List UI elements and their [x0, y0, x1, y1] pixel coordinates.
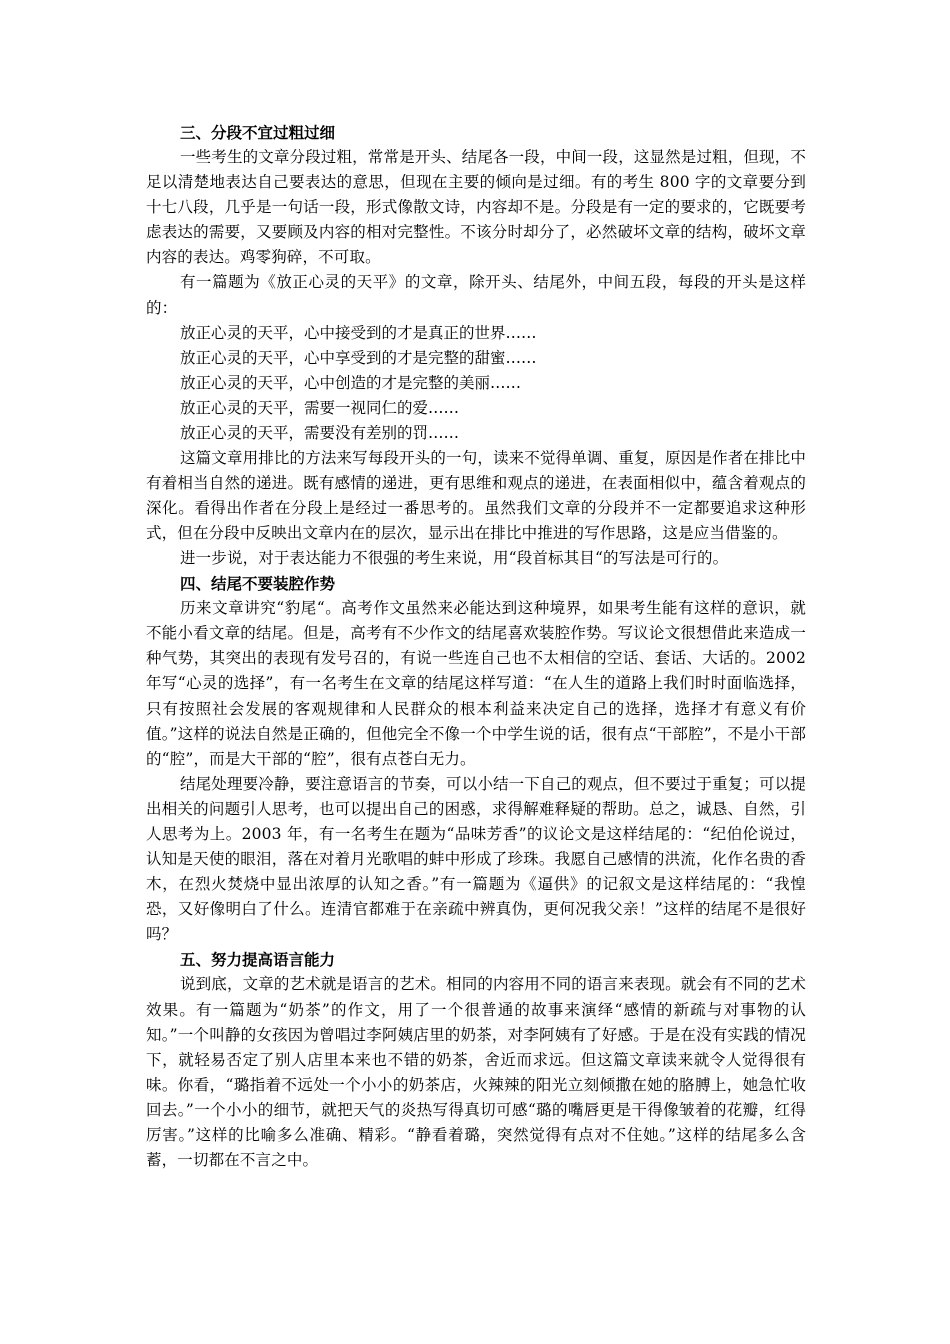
example-line: 放正心灵的天平，心中接受到的才是真正的世界…… — [180, 323, 537, 342]
example-line: 放正心灵的天平，需要没有差别的罚…… — [180, 423, 460, 442]
example-line: 放正心灵的天平，心中创造的才是完整的美丽…… — [180, 373, 522, 392]
section-3 — [146, 120, 806, 571]
paragraph: 一些考生的文章分段过粗，常常是开头、结尾各一段，中间一段，这显然是过粗，但现，不足以清楚地表达自己要表达的意思，但现在主要的倾向是过细。有的考生 800 字的文章要分到十七八段，几乎是一句话一段，形式像散文诗，内容却不是。分段是有一定的要求的，它既要考虑表达的需要，又要顾及内容的相对完整性。不该分时却分了，必然破坏文章的结构，破坏文章内容的表达。鸡零狗碎，不可取。 — [146, 148, 807, 267]
section-heading: 五、努力提高语言能力 — [180, 950, 336, 970]
paragraph: 说到底，文章的艺术就是语言的艺术。相同的内容用不同的语言来表现。就会有不同的艺术效果。有一篇题为“奶茶”的作文，用了一个很普通的故事来演绎“感情的新疏与对事物的认知。”一个叫静的女孩因为曾唱过李阿姨店里的奶茶，对李阿姨有了好感。于是在没有实践的情况下，就轻易否定了别人店里本来也不错的奶茶，舍近而求远。但这篇文章读来就令人觉得很有味。你看，“璐指着不远处一个小小的奶茶店，火辣辣的阳光立刻倾撒在她的胳膊上，她急忙收回去。”一个小小的细节，就把天气的炎热写得真切可感“璐的嘴唇更是干得像皱着的花瓣，红得厉害。”这样的比喻多么准确、精彩。“静看着璐，突然觉得有点对不住她。”这样的结尾多么含蓄，一切都在不言之中。 — [146, 975, 807, 1170]
paragraph: 这篇文章用排比的方法来写每段开头的一句，读来不觉得单调、重复，原因是作者在排比中有着相当自然的递进。既有感情的递进，更有思维和观点的递进，在表面相似中，蕴含着观点的深化。看得出作者在分段上是经过一番思考的。虽然我们文章的分段并不一定都要追求这种形式，但在分段中反映出文章内在的层次，显示出在排比中推进的写作思路，这是应当借鉴的。 — [146, 448, 807, 542]
paragraph: 结尾处理要冷静，要注意语言的节奏，可以小结一下自己的观点，但不要过于重复；可以提出相关的问题引人思考，也可以提出自己的困惑，求得解难释疑的帮助。总之，诚恳、自然，引人思考为上。2003 年，有一名考生在题为“品味芳香”的议论文是这样结尾的：“纪伯伦说过，认知是天使的眼泪，落在对着月光歌唱的蚌中形成了珍珠。我愿自己感情的洪流，化作名贵的香木，在烈火焚烧中显出浓厚的认知之香。”有一篇题为《逼供》的记叙文是这样结尾的：“我惶恐，又好像明白了什么。连清官都难于在亲疏中辨真伪，更何况我父亲！”这样的结尾不是很好吗？ — [146, 774, 807, 944]
example-line: 放正心灵的天平，需要一视同仁的爱…… — [180, 398, 460, 417]
paragraph: 有一篇题为《放正心灵的天平》的文章，除开头、结尾外，中间五段，每段的开头是这样的： — [146, 273, 806, 317]
section-4 — [146, 571, 806, 947]
section-5 — [146, 947, 806, 1173]
paragraph: 进一步说，对于表达能力不很强的考生来说，用“段首标其目“的写法是可行的。 — [180, 549, 729, 568]
example-line: 放正心灵的天平，心中享受到的才是完整的甜蜜…… — [180, 348, 537, 367]
paragraph: 历来文章讲究“豹尾“。高考作文虽然来必能达到这种境界，如果考生能有这样的意识，就不能小看文章的结尾。但是，高考有不少作文的结尾喜欢装腔作势。写议论文很想借此来造成一种气势，其突出的表现有发号召的，有说一些连自己也不太相信的空话、套话、大话的。2002 年写“心灵的选择”，有一名考生在文章的结尾这样写道：“在人生的道路上我们时时面临选择，只有按照社会发展的客观规律和人民群众的根本利益来决定自己的选择，选择才有意义有价值。”这样的说法自然是正确的，但他完全不像一个中学生说的话，很有点“干部腔”，不是小干部的“腔”，而是大干部的“腔”，很有点苍白无力。 — [146, 599, 807, 768]
document-page — [146, 120, 806, 1173]
section-heading: 四、结尾不要装腔作势 — [180, 574, 336, 594]
section-heading: 三、分段不宜过粗过细 — [180, 123, 336, 142]
